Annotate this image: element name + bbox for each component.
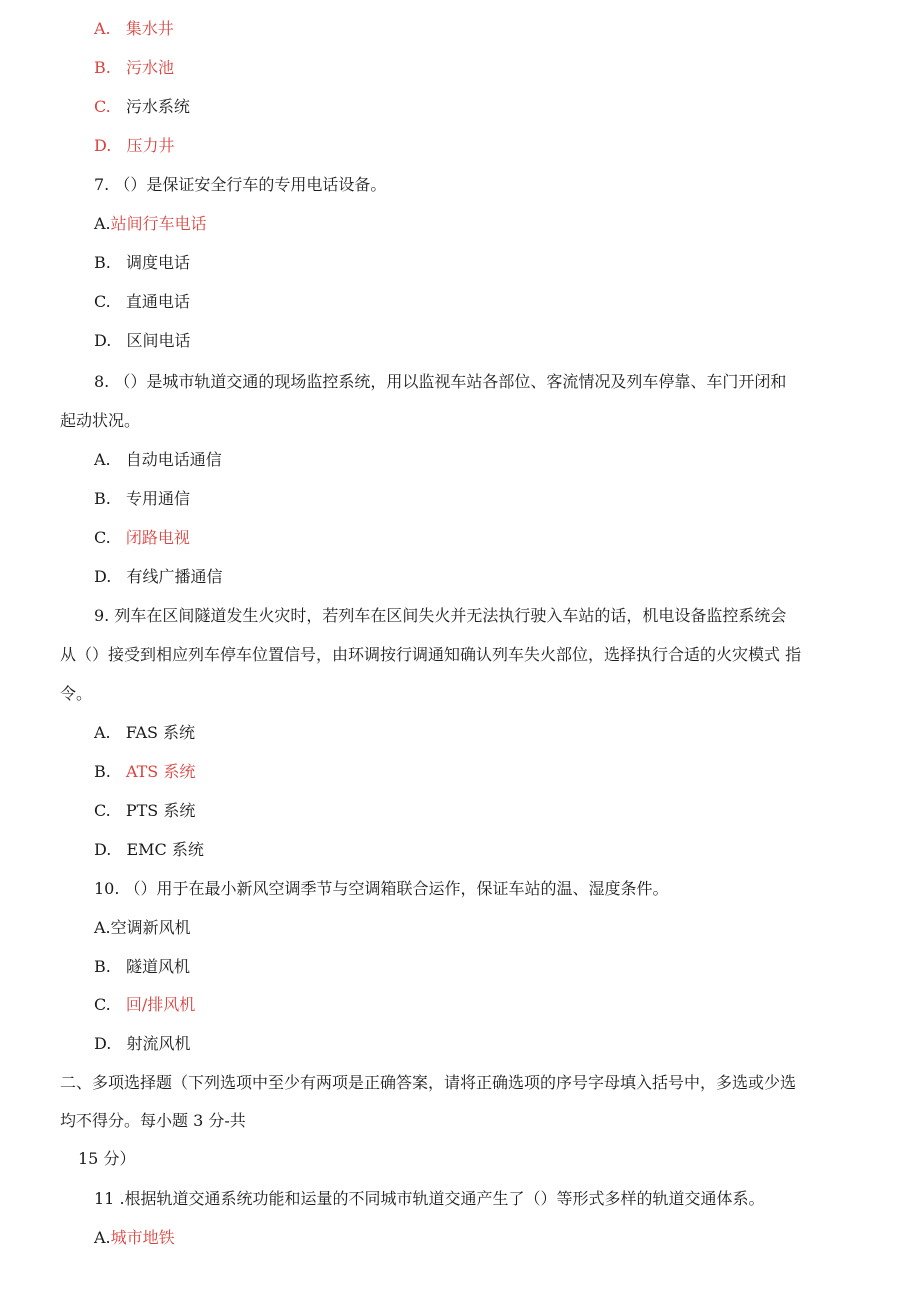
option-key: B.	[94, 58, 111, 77]
section-header-line3: 15 分）	[78, 1149, 136, 1168]
option-key: A.	[94, 918, 111, 937]
option-text: 专用通信	[125, 489, 190, 508]
option-key: A.	[94, 19, 111, 38]
q7-option-c	[94, 292, 190, 312]
q8-option-b	[94, 489, 190, 509]
option-text: 直通电话	[125, 292, 190, 311]
option-key: A.	[94, 214, 111, 233]
option-text: 回/排风机	[125, 995, 196, 1014]
option-text: 污水系统	[125, 97, 190, 116]
option-text: 压力井	[126, 136, 175, 155]
q7-option-a	[94, 214, 207, 234]
option-key: C.	[94, 528, 111, 547]
option-text: FAS 系统	[125, 723, 196, 742]
q9-stem-line2: 从（）接受到相应列车停车位置信号，由环调按行调通知确认列车失火部位，选择执行合适的火灾模式 指	[60, 645, 802, 664]
option-key: D.	[94, 1034, 112, 1053]
option-key: A.	[94, 1228, 111, 1247]
q8-option-c	[94, 528, 190, 548]
q9-option-c	[94, 801, 195, 821]
q6-option-d	[94, 136, 174, 156]
option-text: EMC 系统	[126, 840, 204, 859]
q10-stem: 10. （）用于在最小新风空调季节与空调箱联合运作，保证车站的温、湿度条件。	[94, 879, 669, 898]
option-text: 站间行车电话	[110, 214, 207, 233]
q10-option-d	[94, 1034, 190, 1054]
option-key: C.	[94, 801, 111, 820]
option-key: C.	[94, 995, 111, 1014]
q8-stem-line2: 起动状况。	[60, 411, 141, 430]
q10-option-a	[94, 918, 191, 938]
option-key: D.	[94, 331, 112, 350]
q11-stem: 11 .根据轨道交通系统功能和运量的不同城市轨道交通产生了（）等形式多样的轨道交通体系。	[94, 1189, 765, 1208]
option-text: 自动电话通信	[125, 450, 222, 469]
option-key: B.	[94, 489, 111, 508]
q7-stem: 7. （）是保证安全行车的专用电话设备。	[94, 175, 387, 194]
option-text: PTS 系统	[125, 801, 196, 820]
q6-option-b	[94, 58, 174, 78]
q10-option-c	[94, 995, 195, 1015]
option-text: 射流风机	[126, 1034, 191, 1053]
option-key: B.	[94, 253, 111, 272]
q8-option-a	[94, 450, 222, 470]
option-key: B.	[94, 957, 111, 976]
option-text: 集水井	[125, 19, 174, 38]
option-key: D.	[94, 136, 112, 155]
option-key: C.	[94, 97, 111, 116]
section-header-line1: 二、多项选择题（下列选项中至少有两项是正确答案，请将正确选项的序号字母填入括号中，多选或少选	[60, 1073, 797, 1092]
option-key: D.	[94, 840, 112, 859]
q8-option-d	[94, 567, 222, 587]
q10-option-b	[94, 957, 190, 977]
q7-option-d	[94, 331, 190, 351]
option-key: A.	[94, 450, 111, 469]
option-text: ATS 系统	[125, 762, 196, 781]
q6-option-c	[94, 97, 190, 117]
q9-option-a	[94, 723, 195, 743]
option-key: B.	[94, 762, 111, 781]
option-text: 闭路电视	[125, 528, 190, 547]
q9-option-b	[94, 762, 195, 782]
q9-option-d	[94, 840, 204, 860]
option-key: D.	[94, 567, 112, 586]
option-text: 城市地铁	[110, 1228, 175, 1247]
option-key: C.	[94, 292, 111, 311]
q8-stem-line1: 8. （）是城市轨道交通的现场监控系统，用以监视车站各部位、客流情况及列车停靠、车门开闭和	[94, 372, 787, 391]
option-text: 调度电话	[125, 253, 190, 272]
option-text: 有线广播通信	[126, 567, 223, 586]
q9-stem-line1: 9. 列车在区间隧道发生火灾时，若列车在区间失火并无法执行驶入车站的话，机电设备监控系统会	[94, 606, 787, 625]
q11-option-a	[94, 1228, 175, 1248]
q7-option-b	[94, 253, 190, 273]
option-text: 区间电话	[126, 331, 191, 350]
q6-option-a	[94, 19, 174, 39]
option-text: 污水池	[125, 58, 174, 77]
option-key: A.	[94, 723, 111, 742]
option-text: 空调新风机	[110, 918, 191, 937]
q9-stem-line3: 令。	[60, 684, 93, 703]
section-header-line2: 均不得分。每小题 3 分-共	[60, 1111, 246, 1130]
option-text: 隧道风机	[125, 957, 190, 976]
